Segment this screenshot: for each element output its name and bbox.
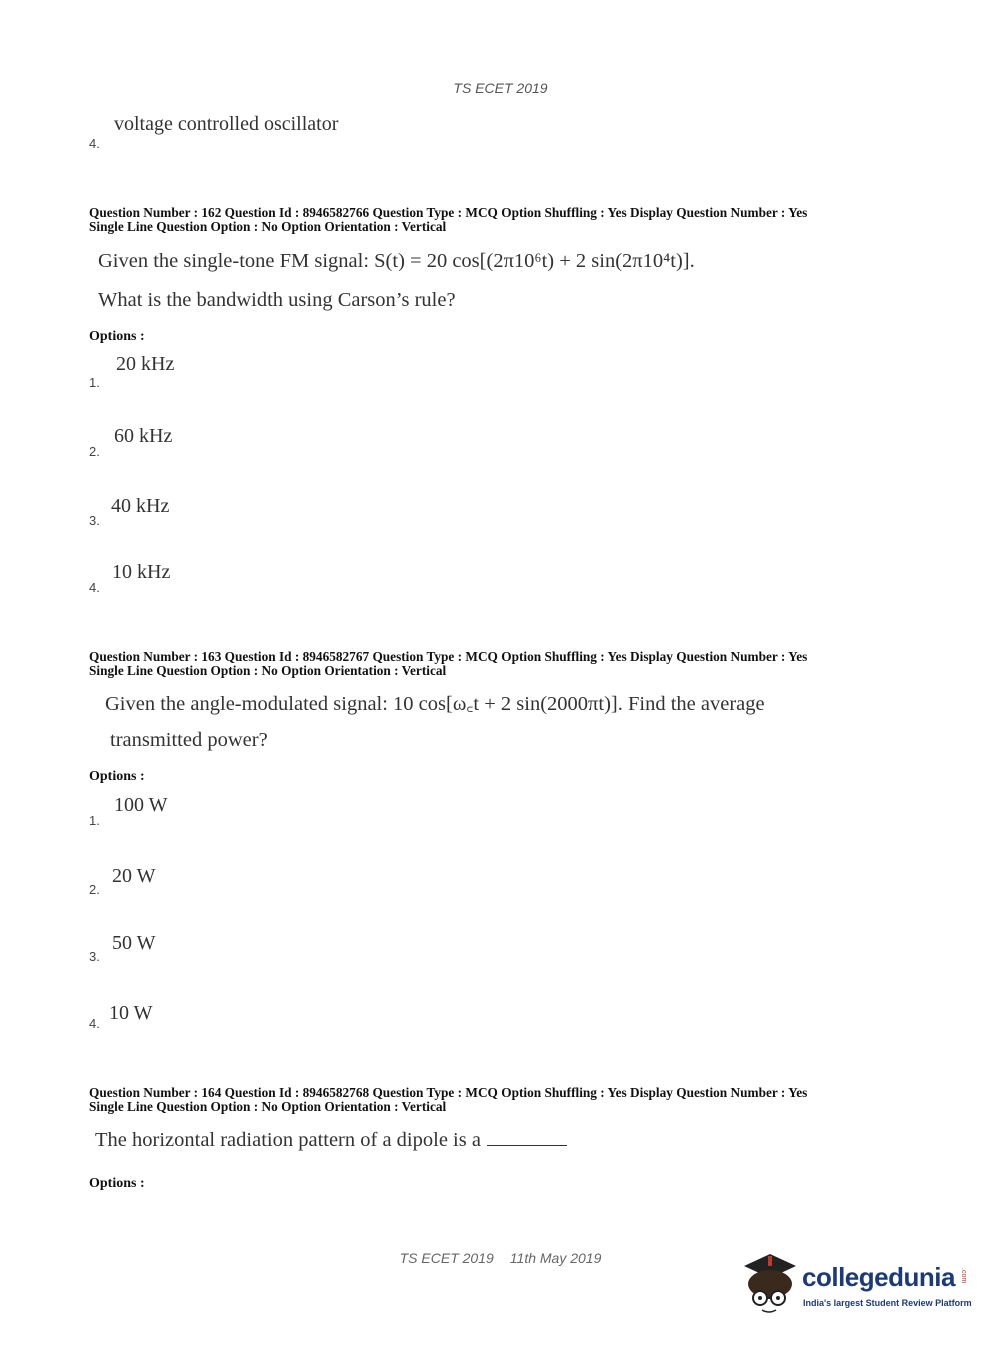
question-meta-2: Single Line Question Option : No Option Orientation : Vertical (89, 219, 447, 234)
collegedunia-logo (740, 1250, 970, 1320)
options-label: Options : (89, 769, 145, 784)
option-text: 10 W (109, 1002, 153, 1024)
question-text: Given the single-tone FM signal: S(t) = 20 cos[(2π10⁶t) + 2 sin(2π10⁴t)]. (98, 250, 695, 272)
mascot-icon (740, 1250, 800, 1320)
option-text: 10 kHz (112, 561, 171, 583)
footer-exam: TS ECET 2019 (399, 1250, 494, 1266)
option-text: 50 W (112, 932, 156, 954)
question-text: Given the angle-modulated signal: 10 cos[ω꜀t + 2 sin(2000πt)]. Find the average (105, 693, 765, 715)
option-text: 60 kHz (114, 425, 173, 447)
option-text: 100 W (114, 794, 168, 816)
options-label: Options : (89, 329, 145, 344)
option-number: 3. (89, 949, 100, 964)
question-meta-2: Single Line Question Option : No Option Orientation : Vertical (89, 1099, 447, 1114)
option-text: 20 kHz (116, 353, 175, 375)
option-number: 1. (89, 375, 100, 390)
page-header: TS ECET 2019 (453, 80, 548, 96)
option-number: 2. (89, 882, 100, 897)
answer-blank (487, 1145, 567, 1146)
question-meta-2: Single Line Question Option : No Option Orientation : Vertical (89, 663, 447, 678)
option-text: 20 W (112, 865, 156, 887)
option-number: 2. (89, 444, 100, 459)
question-meta: Question Number : 164 Question Id : 8946582768 Question Type : MCQ Option Shuffling : Yes Display Question Number : Yes (89, 1085, 808, 1100)
question-text: The horizontal radiation pattern of a dipole is a (95, 1129, 567, 1152)
option-number: 1. (89, 813, 100, 828)
question-meta: Question Number : 163 Question Id : 8946582767 Question Type : MCQ Option Shuffling : Yes Display Question Number : Yes (89, 649, 808, 664)
option-number: 4. (89, 580, 100, 595)
logo-suffix: .com (960, 1268, 967, 1284)
prev-option-number: 4. (89, 136, 100, 151)
option-number: 4. (89, 1016, 100, 1031)
logo-tagline: India's largest Student Review Platform (803, 1298, 972, 1308)
options-label: Options : (89, 1176, 145, 1191)
option-number: 3. (89, 513, 100, 528)
logo-name: collegedunia (802, 1262, 955, 1292)
question-meta: Question Number : 162 Question Id : 8946582766 Question Type : MCQ Option Shuffling : Yes Display Question Number : Yes (89, 205, 808, 220)
question-text-2: What is the bandwidth using Carson’s rule? (98, 289, 456, 311)
prev-option-text: voltage controlled oscillator (114, 113, 339, 135)
option-text: 40 kHz (111, 495, 170, 517)
footer-date: 11th May 2019 (509, 1250, 602, 1266)
question-text-2: transmitted power? (110, 729, 268, 751)
